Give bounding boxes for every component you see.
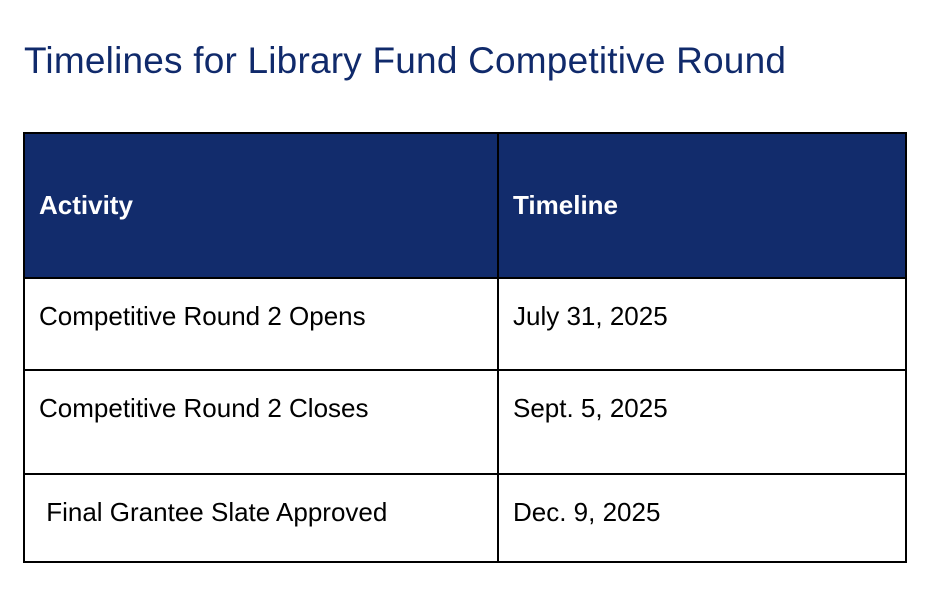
table-row bbox=[24, 474, 906, 562]
activity-cell: Competitive Round 2 Opens bbox=[24, 278, 498, 370]
table-header-row bbox=[24, 133, 906, 278]
timeline-table bbox=[23, 132, 907, 563]
activity-cell: Final Grantee Slate Approved bbox=[24, 474, 498, 562]
page-title: Timelines for Library Fund Competitive Round bbox=[24, 40, 787, 81]
column-header-activity: Activity bbox=[24, 133, 498, 278]
table-row bbox=[24, 278, 906, 370]
table-row bbox=[24, 370, 906, 474]
timeline-cell: July 31, 2025 bbox=[498, 278, 906, 370]
timeline-cell: Sept. 5, 2025 bbox=[498, 370, 906, 474]
column-header-timeline: Timeline bbox=[498, 133, 906, 278]
timeline-cell: Dec. 9, 2025 bbox=[498, 474, 906, 562]
activity-cell: Competitive Round 2 Closes bbox=[24, 370, 498, 474]
